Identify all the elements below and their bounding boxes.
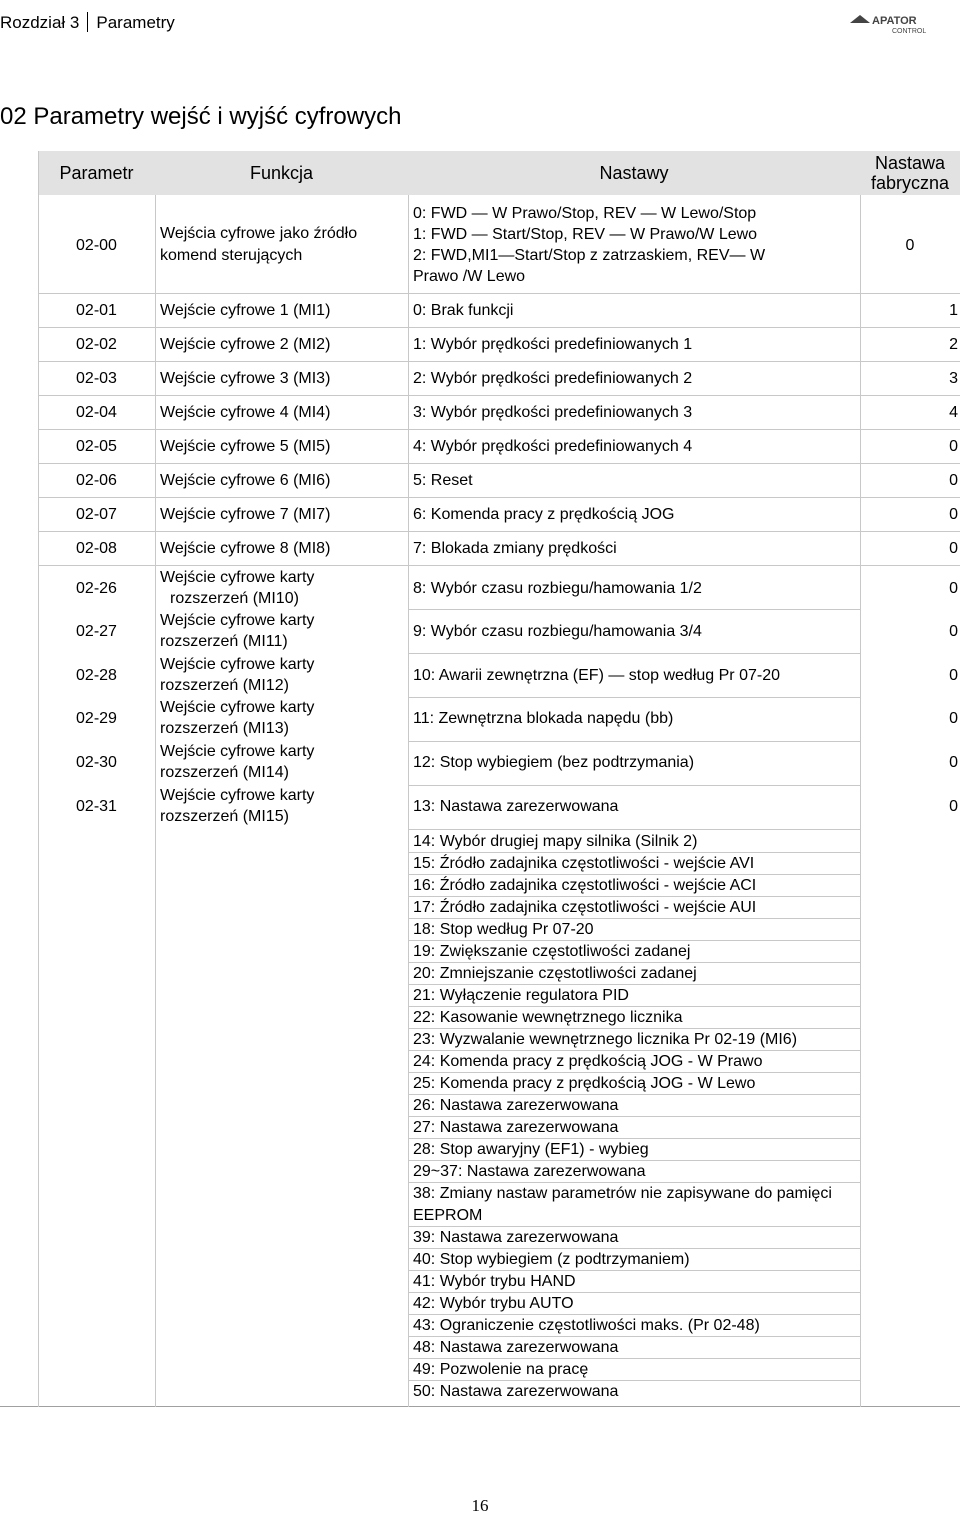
row-default: 0 <box>949 710 958 727</box>
row-setting: 9: Wybór czasu rozbiegu/hamowania 3/4 <box>413 623 702 640</box>
row-setting: 0: Brak funkcji <box>413 302 514 319</box>
settings-option: 17: Źródło zadajnika częstotliwości - wejście AUI <box>408 897 860 919</box>
logo-text-sub: CONTROL <box>892 28 927 35</box>
settings-option: 27: Nastawa zarezerwowana <box>408 1117 860 1139</box>
settings-option: 23: Wyzwalanie wewnętrznego licznika Pr 02-19 (MI6) <box>408 1029 860 1051</box>
row-setting: 7: Blokada zmiany prędkości <box>413 540 617 557</box>
settings-option: 15: Źródło zadajnika częstotliwości - wejście AVI <box>408 853 860 875</box>
row-divider <box>408 697 860 698</box>
row-param: 02-05 <box>76 438 117 455</box>
settings-option: 20: Zmniejszanie częstotliwości zadanej <box>408 963 860 985</box>
row-param: 02-03 <box>76 370 117 387</box>
row-default: 0 <box>949 798 958 815</box>
row-default: 0 <box>949 540 958 557</box>
row-divider <box>408 609 860 610</box>
row-function: Wejście cyfrowe 4 (MI4) <box>160 404 331 421</box>
row-setting-line: 0: FWD — W Prawo/Stop, REV — W Lewo/Stop <box>413 205 757 222</box>
row-setting: 10: Awarii zewnętrzna (EF) — stop według Pr 07-20 <box>413 667 780 684</box>
row-divider <box>38 497 960 498</box>
column-header-nastawa-fabryczna: Nastawa fabryczna <box>870 153 950 193</box>
row-divider <box>38 293 960 294</box>
row-function-line: Wejście cyfrowe karty <box>160 699 315 716</box>
row-function: Wejście cyfrowe 7 (MI7) <box>160 506 331 523</box>
row-param: 02-26 <box>76 580 117 597</box>
row-divider <box>38 463 960 464</box>
row-divider <box>38 565 960 566</box>
section-label: Parametry <box>96 13 175 32</box>
row-param: 02-27 <box>76 623 117 640</box>
row-param: 02-01 <box>76 302 117 319</box>
row-divider <box>38 531 960 532</box>
row-setting: 5: Reset <box>413 472 473 489</box>
column-header-parametr: Parametr <box>59 163 134 183</box>
row-setting: 2: Wybór prędkości predefiniowanych 2 <box>413 370 693 387</box>
settings-option: 14: Wybór drugiej mapy silnika (Silnik 2) <box>408 831 860 853</box>
apator-control-logo <box>848 13 930 35</box>
settings-option: 19: Zwiększanie częstotliwości zadanej <box>408 941 860 963</box>
row-setting: 3: Wybór prędkości predefiniowanych 3 <box>413 404 693 421</box>
settings-option: 50: Nastawa zarezerwowana <box>413 1383 619 1400</box>
row-function-line: rozszerzeń (MI12) <box>160 677 289 694</box>
row-param: 02-07 <box>76 506 117 523</box>
settings-option: 21: Wyłączenie regulatora PID <box>408 985 860 1007</box>
row-setting: 8: Wybór czasu rozbiegu/hamowania 1/2 <box>413 580 702 597</box>
table-header <box>38 151 960 195</box>
row-param: 02-31 <box>76 798 117 815</box>
row-setting: 1: Wybór prędkości predefiniowanych 1 <box>413 336 693 353</box>
settings-option: 38: Zmiany nastaw parametrów nie zapisywane do pamięci EEPROM <box>408 1183 860 1227</box>
chapter-label: Rozdział 3 <box>0 13 80 32</box>
row-default: 0 <box>949 667 958 684</box>
row-function-line: Wejście cyfrowe karty <box>160 569 315 586</box>
logo-text-main: APATOR <box>872 15 917 27</box>
settings-option: 43: Ograniczenie częstotliwości maks. (Pr 02-48) <box>408 1315 860 1337</box>
row-default: 0 <box>949 472 958 489</box>
settings-option: 41: Wybór trybu HAND <box>408 1271 860 1293</box>
row-default: 1 <box>949 302 958 319</box>
row-divider <box>38 361 960 362</box>
row-function: Wejście cyfrowe 5 (MI5) <box>160 438 331 455</box>
row-divider <box>408 785 860 786</box>
row-setting-line: 1: FWD — Start/Stop, REV — W Prawo/W Lewo <box>413 226 758 243</box>
row-function: Wejście cyfrowe 1 (MI1) <box>160 302 331 319</box>
row-function: Wejścia cyfrowe jako źródło komend sterujących <box>160 225 358 264</box>
row-function-line: rozszerzeń (MI11) <box>160 633 288 650</box>
row-default: 0 <box>949 754 958 771</box>
row-function: Wejście cyfrowe 8 (MI8) <box>160 540 331 557</box>
row-setting: 11: Zewnętrzna blokada napędu (bb) <box>413 710 674 727</box>
row-function-line: rozszerzeń (MI13) <box>160 720 289 737</box>
page-header <box>0 12 175 33</box>
row-setting: 4: Wybór prędkości predefiniowanych 4 <box>413 438 693 455</box>
row-function-line: Wejście cyfrowe karty <box>160 787 315 804</box>
settings-option: 25: Komenda pracy z prędkością JOG - W Lewo <box>408 1073 860 1095</box>
row-function: Wejście cyfrowe 3 (MI3) <box>160 370 331 387</box>
row-param: 02-28 <box>76 667 117 684</box>
row-param: 02-06 <box>76 472 117 489</box>
settings-option: 39: Nastawa zarezerwowana <box>408 1227 860 1249</box>
row-setting: 13: Nastawa zarezerwowana <box>413 798 619 815</box>
section-title: 02 Parametry wejść i wyjść cyfrowych <box>0 103 402 130</box>
table-bottom-border <box>0 1406 960 1407</box>
row-default: 4 <box>949 404 958 421</box>
row-param: 02-00 <box>76 237 117 254</box>
row-param: 02-29 <box>76 710 117 727</box>
logo-mark <box>850 15 870 23</box>
row-function-line: Wejście cyfrowe karty <box>160 656 315 673</box>
row-divider <box>38 395 960 396</box>
row-default: 3 <box>949 370 958 387</box>
row-default: 0 <box>949 623 958 640</box>
settings-option: 24: Komenda pracy z prędkością JOG - W Prawo <box>408 1051 860 1073</box>
row-default: 2 <box>949 336 958 353</box>
settings-option: 48: Nastawa zarezerwowana <box>408 1337 860 1359</box>
row-function: Wejście cyfrowe 2 (MI2) <box>160 336 331 353</box>
row-setting-line: Prawo /W Lewo <box>413 268 526 285</box>
row-divider <box>408 741 860 742</box>
row-divider <box>408 653 860 654</box>
column-divider <box>155 195 156 1407</box>
row-function-line: rozszerzeń (MI10) <box>170 590 299 607</box>
settings-option: 16: Źródło zadajnika częstotliwości - wejście ACI <box>408 875 860 897</box>
row-param: 02-30 <box>76 754 117 771</box>
row-divider <box>408 829 860 830</box>
header-divider <box>87 12 88 32</box>
row-setting: 6: Komenda pracy z prędkością JOG <box>413 506 675 523</box>
row-divider <box>38 327 960 328</box>
settings-option: 26: Nastawa zarezerwowana <box>408 1095 860 1117</box>
row-param: 02-08 <box>76 540 117 557</box>
row-setting: 12: Stop wybiegiem (bez podtrzymania) <box>413 754 695 771</box>
settings-option: 42: Wybór trybu AUTO <box>408 1293 860 1315</box>
row-divider <box>38 429 960 430</box>
column-header-funkcja: Funkcja <box>249 163 314 183</box>
settings-option: 18: Stop według Pr 07-20 <box>408 919 860 941</box>
column-header-nastawy: Nastawy <box>599 163 669 183</box>
settings-option: 29~37: Nastawa zarezerwowana <box>408 1161 860 1183</box>
settings-option: 49: Pozwolenie na pracę <box>408 1359 860 1381</box>
row-function-line: Wejście cyfrowe karty <box>160 612 315 629</box>
row-param: 02-04 <box>76 404 117 421</box>
row-default: 0 <box>905 237 915 254</box>
settings-option: 28: Stop awaryjny (EF1) - wybieg <box>408 1139 860 1161</box>
page-number: 16 <box>471 1496 489 1515</box>
row-function: Wejście cyfrowe 6 (MI6) <box>160 472 331 489</box>
row-function-line: Wejście cyfrowe karty <box>160 743 315 760</box>
settings-option: 22: Kasowanie wewnętrznego licznika <box>408 1007 860 1029</box>
row-function-line: rozszerzeń (MI14) <box>160 764 289 781</box>
row-default: 0 <box>949 580 958 597</box>
row-default: 0 <box>949 438 958 455</box>
row-function-line: rozszerzeń (MI15) <box>160 808 289 825</box>
settings-option: 40: Stop wybiegiem (z podtrzymaniem) <box>408 1249 860 1271</box>
row-default: 0 <box>949 506 958 523</box>
row-param: 02-02 <box>76 336 117 353</box>
row-setting-line: 2: FWD,MI1—Start/Stop z zatrzaskiem, REV— W <box>413 247 766 264</box>
